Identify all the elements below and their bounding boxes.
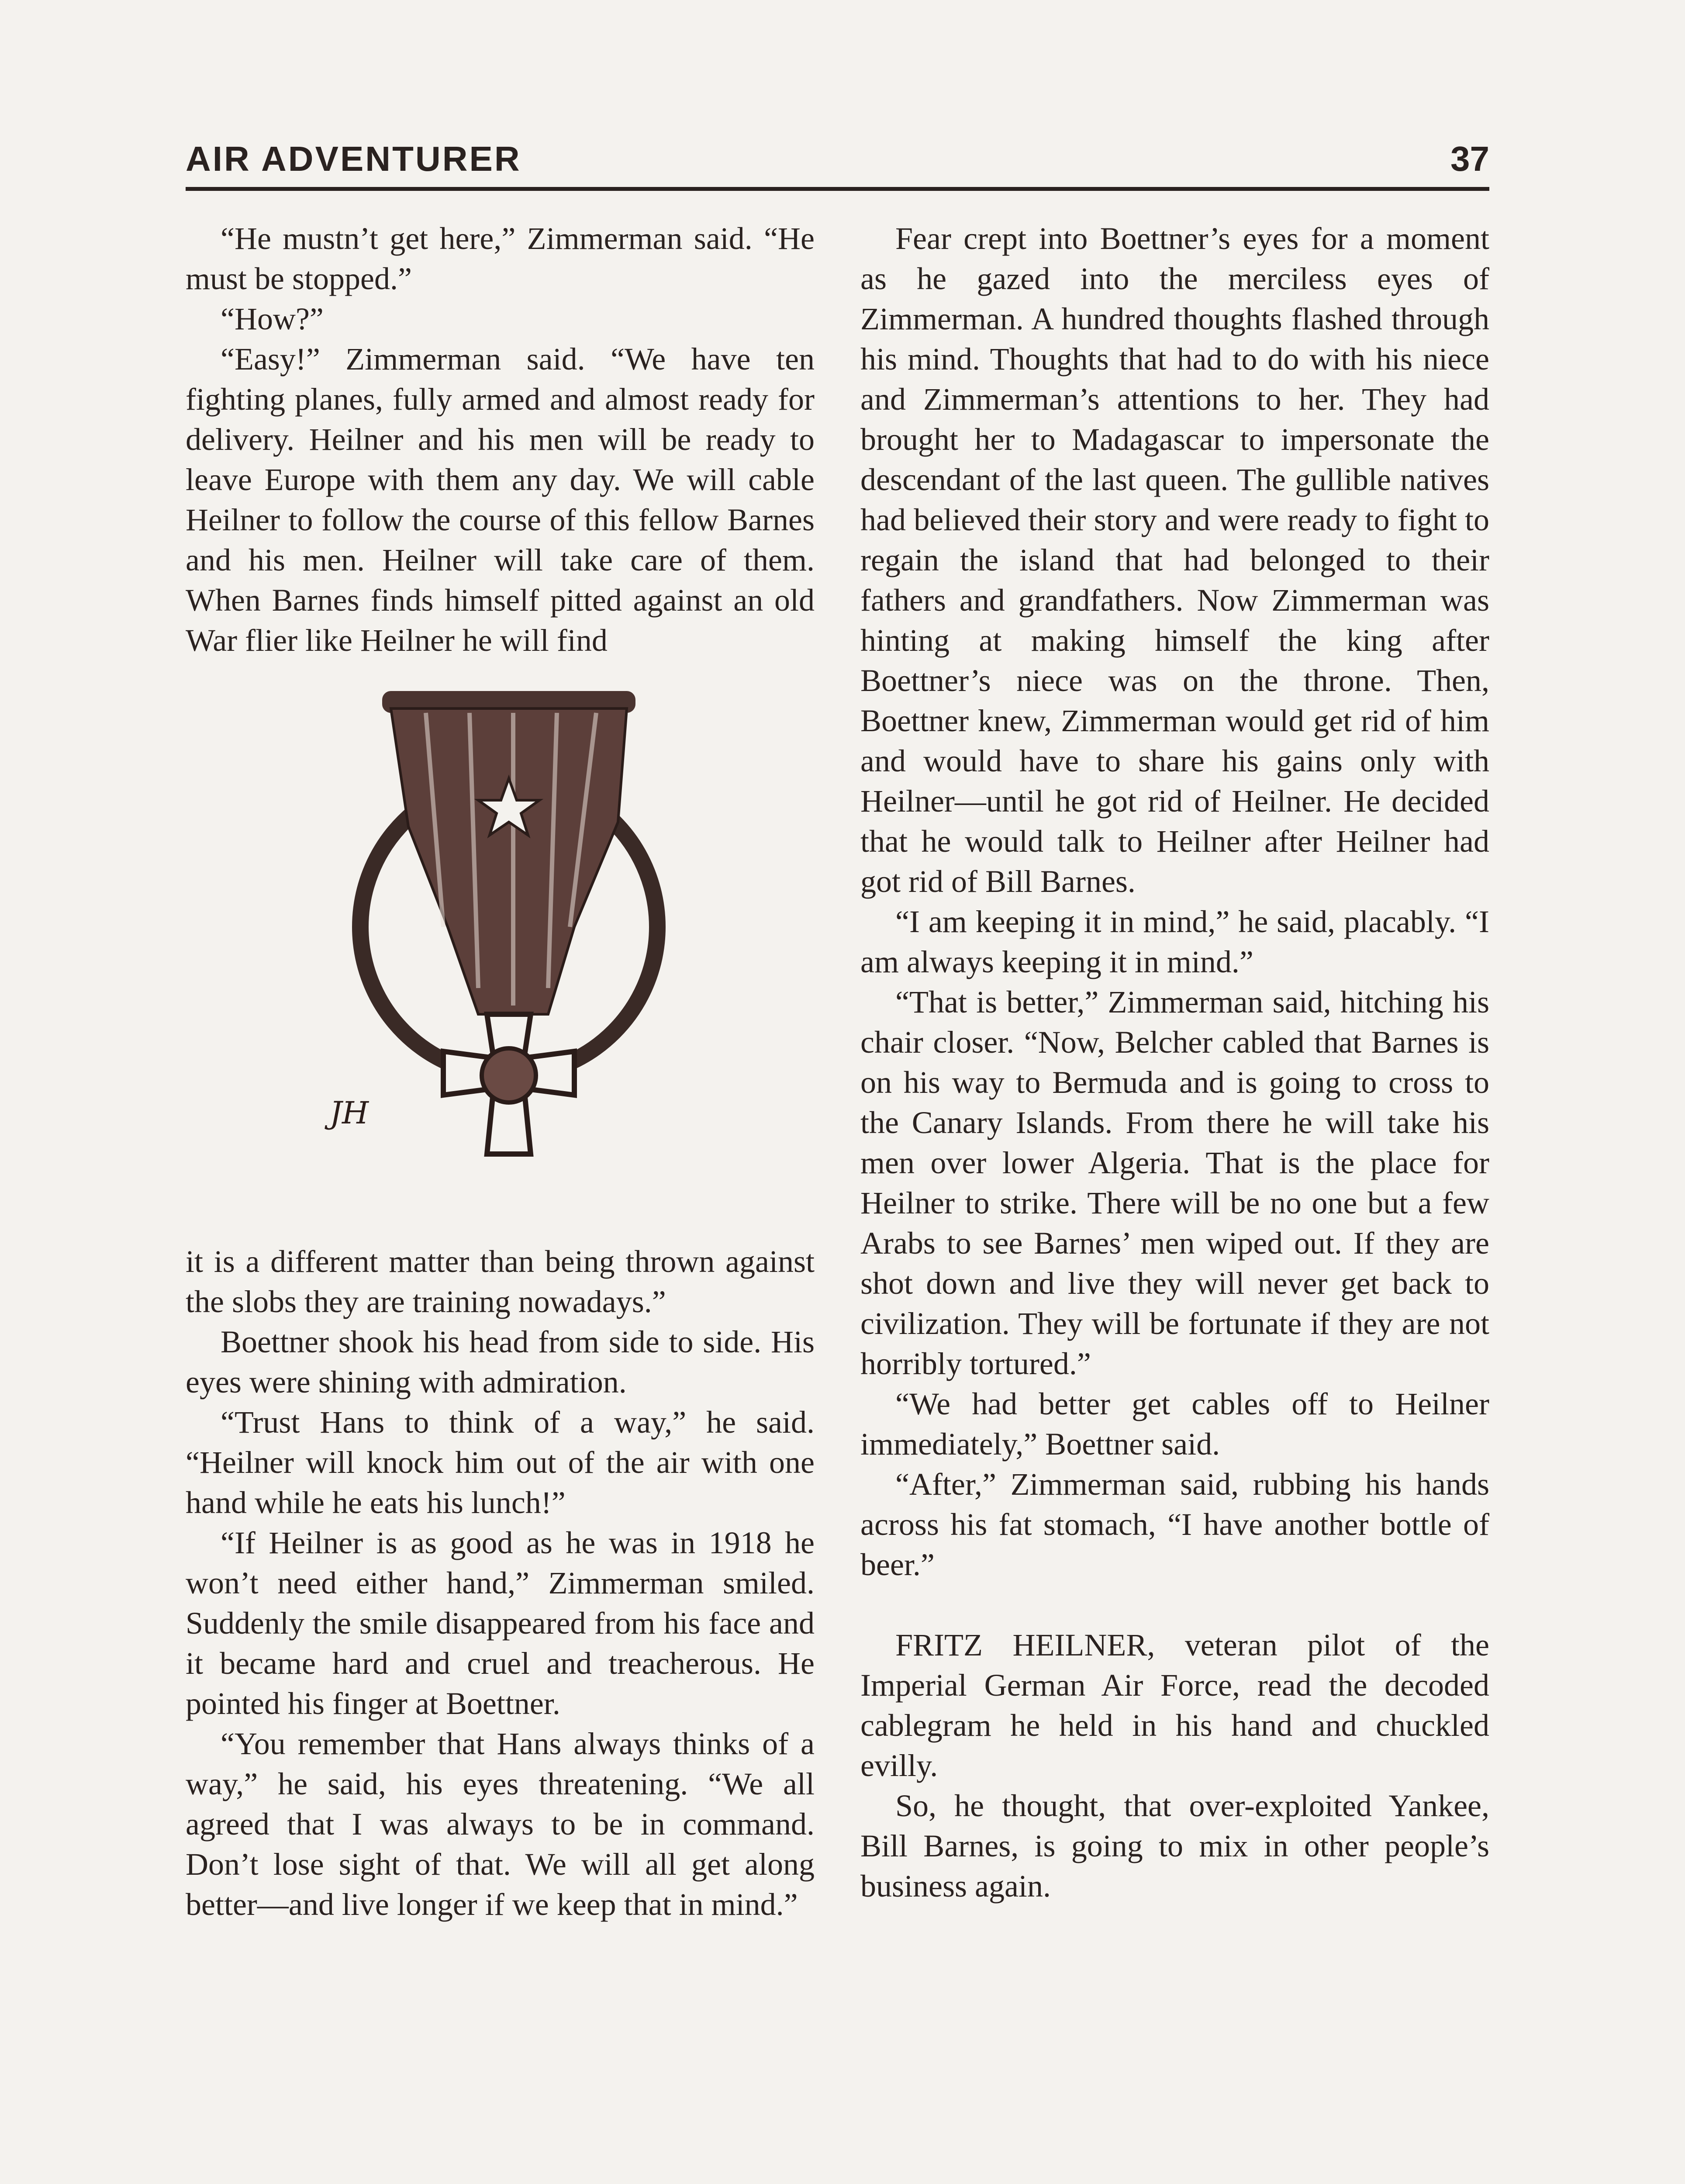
paragraph: “He mustn’t get here,” Zimmerman said. “He must be stopped.” <box>186 221 815 296</box>
paragraph: “We had better get cables off to Heilner immediately,” Boettner said. <box>860 1386 1489 1462</box>
paragraph: it is a different matter than being thrown against the slobs they are training nowadays.” <box>186 1244 815 1319</box>
paragraph: Fear crept into Boettner’s eyes for a moment as he gazed into the merciless eyes of Zimmerman. A hundred thoughts flashed through his mind. Thoughts that had to do with his niece and Zimmerman’s attentions to her. They had brought her to Madagascar to impersonate the descendant of the last queen. The gullible natives had believed their story and were ready to fight to regain the island that had belonged to their fathers and grandfathers. Now Zimmerman was hinting at making himself the king after Boettner’s niece was on the throne. Then, Boettner knew, Zimmerman would get rid of him and would have to share his gains only with Heilner—until he got rid of Heilner. He decided that he would talk to Heilner after Heilner had got rid of Bill Barnes. <box>860 221 1489 899</box>
paragraph: “That is better,” Zimmerman said, hitching his chair closer. “Now, Belcher cabled that Barnes is on his way to Bermuda and is going to cross to the Canary Islands. From there he will take his men over lower Algeria. That is the place for Heilner to strike. There will be no one but a few Arabs to see Barnes’ men wiped out. If they are shot down and live they will never get back to civilization. They will be fortunate if they are not horribly tortured.” <box>860 985 1489 1381</box>
paragraph: “How?” <box>221 301 324 336</box>
section-paragraph: FRITZ HEILNER, veteran pilot of the Imperial German Air Force, read the decoded cablegram he held in his hand and chuckled evilly. <box>860 1628 1489 1783</box>
war-cross-medal-icon <box>304 682 697 1224</box>
paragraph: “If Heilner is as good as he was in 1918 he won’t need either hand,” Zimmerman smiled. Suddenly the smile disappeared from his face and it became hard and cruel and treacherous. He pointed his finger at Boettner. <box>186 1525 815 1721</box>
paragraph: “You remember that Hans always thinks of a way,” he said, his eyes threatening. “We all agreed that I was always to be in command. Don’t lose sight of that. We will all get along better—and live longer if we keep that in mind.” <box>186 1726 815 1922</box>
cross-center <box>482 1048 536 1102</box>
medal-illustration <box>186 682 815 1224</box>
paragraph: “Easy!” Zimmerman said. “We have ten fighting planes, fully armed and almost ready for delivery. Heilner and his men will be ready to leave Europe with them any day. We will cable Heilner to follow the course of this fellow Barnes and his men. Heilner will take care of them. When Barnes finds himself pitted against an old War flier like Heilner he will find <box>186 342 815 658</box>
paragraph: “Trust Hans to think of a way,” he said. “Heilner will knock him out of the air with one hand while he eats his lunch!” <box>186 1405 815 1520</box>
magazine-title: AIR ADVENTURER <box>186 139 521 178</box>
artist-signature: JH <box>330 1095 369 1131</box>
left-column <box>186 218 815 1925</box>
paragraph: “I am keeping it in mind,” he said, placably. “I am always keeping it in mind.” <box>860 904 1489 979</box>
running-header <box>186 139 1489 191</box>
paragraph: “After,” Zimmerman said, rubbing his hands across his fat stomach, “I have another bottle of beer.” <box>860 1467 1489 1582</box>
paragraph: Boettner shook his head from side to side. His eyes were shining with admiration. <box>186 1324 815 1400</box>
right-column <box>860 218 1489 1906</box>
page-number: 37 <box>1450 139 1489 178</box>
paragraph: So, he thought, that over-exploited Yankee, Bill Barnes, is going to mix in other people’s business again. <box>860 1788 1489 1904</box>
